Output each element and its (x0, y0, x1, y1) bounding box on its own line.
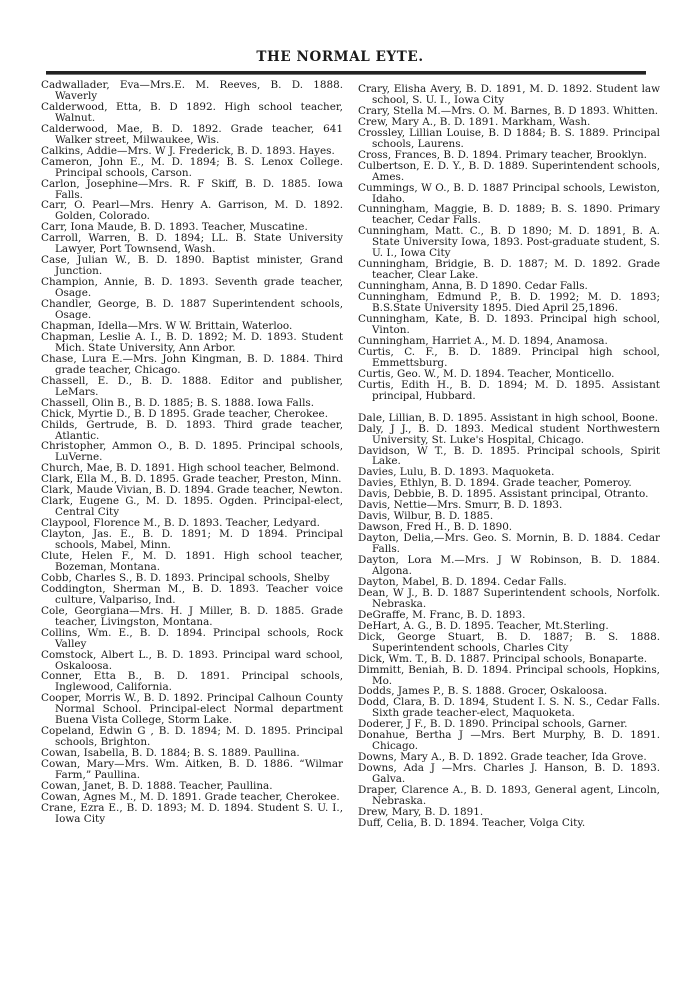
directory-entry: Chapman, Leslie A. I., B. D. 1892; M. D. 1893. Student Mich. State University, Ann Arbor. (41, 330, 343, 354)
directory-entry: Clute, Helen F., M. D. 1891. High school teacher, Bozeman, Montana. (41, 549, 343, 573)
directory-entry: Christopher, Ammon O., B. D. 1895. Principal schools, LuVerne. (41, 440, 343, 464)
directory-entry: Case, Julian W., B. D. 1890. Baptist minister, Grand Junction. (41, 254, 343, 278)
directory-entry: Culbertson, E. D. Y., B. D. 1889. Superintendent schools, Ames. (358, 159, 660, 183)
directory-entry: Champion, Annie, B. D. 1893. Seventh grade teacher, Osage. (41, 276, 343, 300)
d-entries (358, 413, 660, 829)
page-title: THE NORMAL EYTE. (256, 49, 424, 65)
right-column (358, 84, 660, 829)
directory-entry: Clark, Maude Vivian, B. D. 1894. Grade teacher, Newton. (41, 484, 343, 497)
directory-entry: Cobb, Charles S., B. D. 1893. Principal schools, Shelby (41, 571, 330, 584)
directory-entry: Dick, Wm. T., B. D. 1887. Principal schools, Bonaparte. (358, 652, 648, 665)
directory-entry: Chick, Myrtie D., B. D 1895. Grade teacher, Cherokee. (41, 407, 328, 420)
directory-entry: Chassell, Olin B., B. D. 1885; B. S. 1888. Iowa Falls. (41, 396, 315, 409)
section-gap (358, 402, 660, 413)
directory-entry: Calkins, Addie—Mrs. W J. Frederick, B. D. 1893. Hayes. (41, 144, 335, 157)
directory-entry: Childs, Gertrude, B. D. 1893. Third grade teacher, Atlantic. (41, 418, 343, 442)
directory-entry: Cunningham, Edmund P., B. D. 1992; M. D. 1893; B.S.State University 1895. Died April 25,1896. (358, 291, 660, 315)
directory-entry: Calderwood, Mae, B. D. 1892. Grade teacher, 641 Walker street, Milwaukee, Wis. (41, 122, 343, 146)
directory-entry: Dale, Lillian, B. D. 1895. Assistant in high school, Boone. (358, 411, 659, 424)
directory-entry: Cunningham, Maggie, B. D. 1889; B. S. 1890. Primary teacher, Cedar Falls. (358, 203, 660, 227)
directory-entry: Draper, Clarence A., B. D. 1893, General agent, Lincoln, Nebraska. (358, 784, 660, 807)
directory-entry: Cowan, Mary—Mrs. Wm. Aitken, B. D. 1886. “Wilmar Farm,” Paullina. (41, 758, 343, 782)
directory-entry: Comstock, Albert L., B. D. 1893. Principal ward school, Oskaloosa. (41, 648, 343, 672)
directory-entry: Davidson, W T., B. D. 1895. Principal schools, Spirit Lake. (358, 444, 660, 468)
directory-entry: Chase, Lura E.—Mrs. John Kingman, B. D. 1884. Third grade teacher, Chicago. (41, 352, 343, 376)
directory-entry: Cunningham, Matt. C., B. D 1890; M. D. 1891, B. A. State University Iowa, 1893. Post-graduate student, S. U. I., Iowa City (358, 225, 660, 260)
directory-entry: Davis, Nettie—Mrs. Smurr, B. D. 1893. (358, 499, 563, 512)
directory-entry: Dayton, Mabel, B. D. 1894. Cedar Falls. (358, 575, 567, 588)
directory-entry: Claypool, Florence M., B. D. 1893. Teacher, Ledyard. (41, 517, 320, 530)
directory-entry: Cunningham, Kate, B. D. 1893. Principal high school, Vinton. (358, 313, 660, 336)
directory-entry: Cadwallader, Eva—Mrs.E. M. Reeves, B. D. 1888. Waverly (41, 79, 343, 102)
directory-entry: Clark, Ella M., B. D. 1895. Grade teacher, Preston, Minn. (41, 473, 342, 486)
directory-entry: Dayton, Delia,—Mrs. Geo. S. Mornin, B. D. 1884. Cedar Falls. (358, 532, 660, 556)
directory-entry: Cunningham, Anna, B. D 1890. Cedar Falls. (358, 280, 588, 293)
directory-entry: Drew, Mary, B. D. 1891. (358, 805, 484, 818)
directory-entry: Carlon, Josephine—Mrs. R. F Skiff, B. D. 1885. Iowa Falls. (41, 177, 343, 201)
directory-entry: Dodds, James P., B. S. 1888. Grocer, Oskaloosa. (358, 685, 608, 698)
directory-entry: Dean, W J., B. D. 1887 Superintendent schools, Norfolk. Nebraska. (358, 586, 660, 610)
directory-entry: Church, Mae, B. D. 1891. High school teacher, Belmond. (41, 462, 340, 475)
directory-entry: Dick, George Stuart, B. D. 1887; B. S. 1888. Superintendent schools, Charles City (358, 630, 660, 654)
directory-entry: Carroll, Warren, B. D. 1894; LL. B. State University Lawyer, Port Townsend, Wash. (41, 232, 343, 256)
directory-entry: Donahue, Bertha J —Mrs. Bert Murphy, B. D. 1891. Chicago. (358, 729, 660, 753)
directory-entry: Cameron, John E., M. D. 1894; B. S. Lenox College. Principal schools, Carson. (41, 155, 343, 179)
directory-entry: Daly, J J., B. D. 1893. Medical student Northwestern University, St. Luke's Hospital, Chicago. (358, 422, 660, 446)
directory-entry: Dodd, Clara, B. D. 1894, Student I. S. N. S., Cedar Falls. Sixth grade teacher-elect, Maquoketa. (358, 696, 660, 720)
directory-entry: Cunningham, Bridgie, B. D. 1887; M. D. 1892. Grade teacher, Clear Lake. (358, 258, 660, 282)
directory-entry: Copeland, Edwin G , B. D. 1894; M. D. 1895. Principal schools, Brighton. (41, 725, 343, 749)
directory-entry: Chandler, George, B. D. 1887 Superintendent schools, Osage. (41, 298, 343, 322)
directory-entry: Coddington, Sherman M., B. D. 1893. Teacher voice culture, Valpariso, Ind. (41, 582, 343, 606)
directory-entry: Chapman, Idella—Mrs. W W. Brittain, Waterloo. (41, 319, 293, 332)
directory-entry: Cunningham, Harriet A., M. D. 1894, Anamosa. (358, 334, 608, 347)
directory-entry: Downs, Ada J —Mrs. Charles J. Hanson, B. D. 1893. Galva. (358, 762, 660, 786)
directory-entry: Clark, Eugene G., M. D. 1895. Ogden. Principal-elect, Central City (41, 495, 343, 519)
directory-entry: Crary, Stella M.—Mrs. O. M. Barnes, B. D 1893. Whitten. (358, 104, 659, 117)
directory-entry: Collins, Wm. E., B. D. 1894. Principal schools, Rock Valley (41, 626, 343, 650)
directory-entry: Curtis, Geo. W., M. D. 1894. Teacher, Monticello. (358, 367, 615, 380)
directory-entry: Davies, Lulu, B. D. 1893. Maquoketa. (358, 466, 555, 479)
directory-entry: Carr, Iona Maude, B. D. 1893. Teacher, Muscatine. (41, 221, 308, 234)
directory-entry: Cooper, Morris W., B. D. 1892. Principal Calhoun County Normal School. Principal-elect Normal department Buena Vista College, Storm Lake. (41, 692, 343, 727)
directory-entry: Davis, Debbie, B. D. 1895. Assistant principal, Otranto. (358, 488, 649, 501)
c-entries (358, 84, 660, 402)
directory-entry: DeHart, A. G., B. D. 1895. Teacher, Mt.Sterling. (358, 619, 609, 632)
directory-entry: Downs, Mary A., B. D. 1892. Grade teacher, Ida Grove. (358, 751, 647, 764)
directory-entry: Dayton, Lora M.—Mrs. J W Robinson, B. D. 1884. Algona. (358, 554, 660, 577)
directory-entry: Dimmitt, Beniah, B. D. 1894. Principal schools, Hopkins, Mo. (358, 663, 660, 687)
directory-entry: Cowan, Janet, B. D. 1888. Teacher, Paullina. (41, 780, 273, 792)
directory-entry: Dawson, Fred H., B. D. 1890. (358, 521, 513, 534)
directory-entry: Cross, Frances, B. D. 1894. Primary teacher, Brooklyn. (358, 148, 647, 161)
directory-entry: Calderwood, Etta, B. D 1892. High school teacher, Walnut. (41, 100, 343, 124)
directory-entry: DeGraffe, M. Franc, B. D. 1893. (358, 608, 526, 621)
directory-entry: Curtis, Edith H., B. D. 1894; M. D. 1895. Assistant principal, Hubbard. (358, 378, 660, 402)
directory-entry: Carr, O. Pearl—Mrs. Henry A. Garrison, M. D. 1892. Golden, Colorado. (41, 199, 343, 223)
directory-entry: Clayton, Jas. E., B. D. 1891; M. D 1894. Principal schools, Mabel, Minn. (41, 528, 343, 552)
directory-entry: Crossley, Lillian Louise, B. D 1884; B. S. 1889. Principal schools, Laurens. (358, 126, 660, 150)
directory-entry: Chassell, E. D., B. D. 1888. Editor and publisher, LeMars. (41, 374, 343, 398)
header-rule (46, 71, 646, 75)
directory-entry: Conner, Etta B., B. D. 1891. Principal schools, Inglewood, California. (41, 670, 343, 694)
directory-entry: Cole, Georgiana—Mrs. H. J Miller, B. D. 1885. Grade teacher, Livingston, Montana. (41, 604, 343, 628)
directory-entry: Davies, Ethlyn, B. D. 1894. Grade teacher, Pomeroy. (358, 477, 632, 490)
directory-entry: Curtis, C. F., B. D. 1889. Principal high school, Emmettsburg. (358, 345, 660, 369)
directory-entry: Cowan, Isabella, B. D. 1884; B. S. 1889. Paullina. (41, 747, 300, 760)
directory-entry: Davis, Wilbur, B. D. 1885. (358, 510, 494, 523)
left-column (41, 80, 343, 825)
directory-entry: Cummings, W O., B. D. 1887 Principal schools, Lewiston, Idaho. (358, 181, 660, 205)
directory-entry: Crew, Mary A., B. D. 1891. Markham, Wash. (358, 115, 591, 128)
directory-entry: Cowan, Agnes M., M. D. 1891. Grade teacher, Cherokee. (41, 790, 340, 803)
directory-entry: Crary, Elisha Avery, B. D. 1891, M. D. 1892. Student law school, S. U. I., Iowa City (358, 83, 660, 106)
directory-entry: Duff, Celia, B. D. 1894. Teacher, Volga City. (358, 816, 586, 829)
directory-entry: Doderer, J F., B. D. 1890. Principal schools, Garner. (358, 718, 628, 731)
directory-entry: Crane, Ezra E., B. D. 1893; M. D. 1894. Student S. U. I., Iowa City (41, 801, 343, 825)
